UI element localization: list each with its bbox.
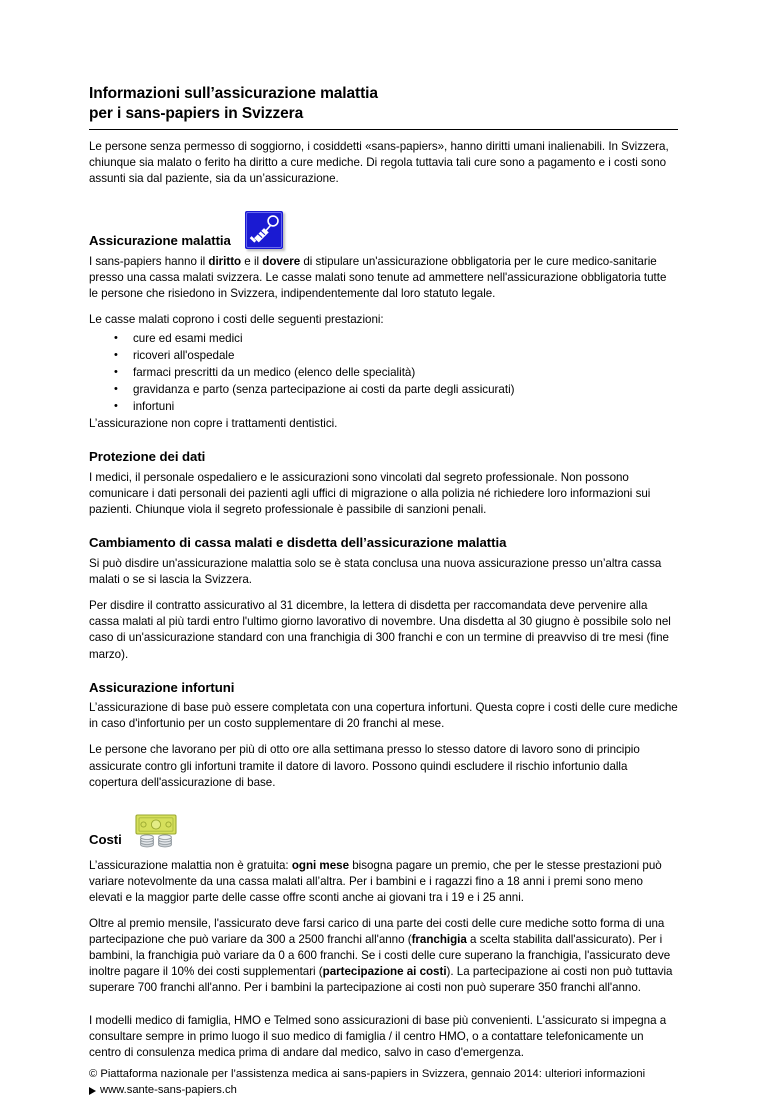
intro-paragraph: Le persone senza permesso di soggiorno, i cosiddetti «sans-papiers», hanno diritti umani inalienabili. In Svizzera, chiunque sia malato o ferito ha diritto a cure mediche. Di regola tuttavia tali cure sono a pagamento e i costi sono assunti sia dal paziente, sia da un’assicurazione.: [89, 139, 669, 185]
list-item: • ricoveri all'ospedale: [89, 347, 678, 364]
money-icon: [132, 813, 178, 853]
costi-p1-bold-ogni-mese: ogni mese: [291, 858, 350, 872]
assicurazione-malattia-heading-row: [89, 211, 678, 249]
costi-p2-bold-partecipazione: partecipazione ai costi: [322, 964, 447, 978]
costi-paragraph-3: I modelli medico di famiglia, HMO e Telmed sono assicurazioni di base più convenienti. L'assicurato si impegna a consultare sempre in primo luogo il suo medico di famiglia / il centro HMO, o a contattare telefonicamente un centro di consulenza medica prima di andare dal medico, salvo in caso d'emergenza.: [89, 1014, 667, 1060]
am-p1-c: e il: [241, 255, 263, 269]
footer-url-row: [89, 1083, 678, 1099]
cambiamento-cassa-paragraph-1: Si può disdire un'assicurazione malattia solo se è stata conclusa una nuova assicurazione presso un’altra cassa malati o se si lascia la Svizzera.: [89, 557, 662, 587]
list-item: • gravidanza e parto (senza partecipazione ai costi da parte degli assicurati): [89, 381, 678, 398]
assicurazione-infortuni-paragraph-1: L’assicurazione di base può essere completata con una copertura infortuni. Questa copre i costi delle cure mediche in caso d'infortunio per un costo supplementare di 20 franchi al mese.: [89, 701, 678, 731]
page-title: [89, 84, 678, 125]
section-heading-cambiamento-cassa-malati: Cambiamento di cassa malati e disdetta dell’assicurazione malattia: [89, 535, 507, 551]
am-p1-bold-dovere: dovere: [262, 255, 301, 269]
assicurazione-infortuni-paragraph-2: Le persone che lavorano per più di otto ore alla settimana presso lo stesso datore di lavoro sono di principio assicurate contro gli infortuni tramite il datore di lavoro. Possono quindi escludere il rischio infortunio dalla copertura dell'assicurazione di base.: [89, 743, 640, 789]
list-item: • infortuni: [89, 398, 678, 415]
syringe-icon: [245, 211, 283, 249]
am-p1-a: I sans-papiers hanno il: [89, 255, 209, 269]
costi-paragraph-1: [89, 858, 678, 906]
assicurazione-malattia-paragraph-3: L’assicurazione non copre i trattamenti dentistici.: [89, 417, 338, 431]
costi-p2-a: Oltre al premio mensile, l'assicurato deve farsi carico di una parte dei costi delle cure mediche sotto forma di una partecipazione che può variare da 300 a 2500 franchi all'anno (: [89, 916, 665, 946]
page-title-line-2: per i sans-papiers in Svizzera: [89, 105, 304, 123]
am-p1-d: di stipulare un'assicurazione obbligatoria per le cure medico-sanitarie presso una cassa malati svizzera. Le casse malati sono tenute ad ammettere nell'assicurazione obbligatoria tutte le persone che risiedono in Svizzera, indipendentemente dal loro statuto legale.: [89, 255, 667, 301]
title-divider: [89, 129, 678, 130]
costi-p1-c: bisogna pagare un premio, che per le stesse prestazioni può variare notevolmente da una cassa malati all’altra. Per i bambini e i ragazzi fino a 18 anni i premi sono meno elevati e la maggior parte delle casse offre sconti anche ai giovani tra i 19 e i 25 anni.: [89, 858, 662, 904]
section-heading-assicurazione-malattia: Assicurazione malattia: [89, 233, 231, 249]
assicurazione-malattia-paragraph-1: [89, 254, 678, 302]
list-item: • cure ed esami medici: [89, 330, 678, 347]
footer-url-text[interactable]: www.sante-sans-papiers.ch: [100, 1084, 237, 1097]
costi-p1-a: L’assicurazione malattia non è gratuita:: [89, 858, 292, 872]
section-heading-protezione-dei-dati: Protezione dei dati: [89, 449, 206, 465]
protezione-dati-paragraph-1: I medici, il personale ospedaliero e le assicurazioni sono vincolati dal segreto professionale. Non possono comunicare i dati personali dei pazienti agli uffici di migrazione o alla polizia né richiedere loro informazioni sui pazienti. Chiunque viola il segreto professionale è passibile di sanzioni penali.: [89, 471, 651, 517]
costi-p2-c: a scelta stabilita dall'assicurato). Per i bambini, la franchigia può variare da 0 a 600 franchi. Se i costi delle cure superano la franchigia, l'assicurato deve inoltre pagare il 10% dei costi supplementari (: [89, 932, 671, 978]
cambiamento-cassa-paragraph-2: Per disdire il contratto assicurativo al 31 dicembre, la lettera di disdetta per raccomandata deve pervenire alla cassa malati al più tardi entro l'ultimo giorno lavorativo di novembre. Una disdetta al 30 giugno è possibile solo nel caso di un'assicurazione standard con una franchigia di 300 franchi e con un termine di preavviso di tre mesi (fine marzo).: [89, 599, 671, 661]
triangle-bullet-icon: [89, 1087, 96, 1095]
am-p1-bold-diritto: diritto: [208, 255, 242, 269]
section-heading-assicurazione-infortuni: Assicurazione infortuni: [89, 679, 235, 695]
costi-heading-row: [89, 813, 678, 853]
prestazioni-list: [89, 330, 678, 415]
costi-p2-bold-franchigia: franchigia: [411, 932, 467, 946]
page-title-line-1: Informazioni sull’assicurazione malattia: [89, 85, 378, 102]
section-heading-costi: Costi: [89, 831, 122, 847]
footer: [89, 1067, 678, 1099]
list-item: • farmaci prescritti da un medico (elenco delle specialità): [89, 364, 678, 381]
costi-paragraph-2: [89, 916, 678, 996]
footer-copyright: © Piattaforma nazionale per l’assistenza medica ai sans-papiers in Svizzera, gennaio 2014: ulteriori informazioni: [89, 1068, 646, 1081]
costi-p2-d: ). La partecipazione ai costi non può tuttavia superare 700 franchi all'anno. Per i bambini la partecipazione ai costi non può superare 350 franchi all'anno.: [89, 964, 673, 994]
assicurazione-malattia-paragraph-2: Le casse malati coprono i costi delle seguenti prestazioni:: [89, 313, 384, 327]
